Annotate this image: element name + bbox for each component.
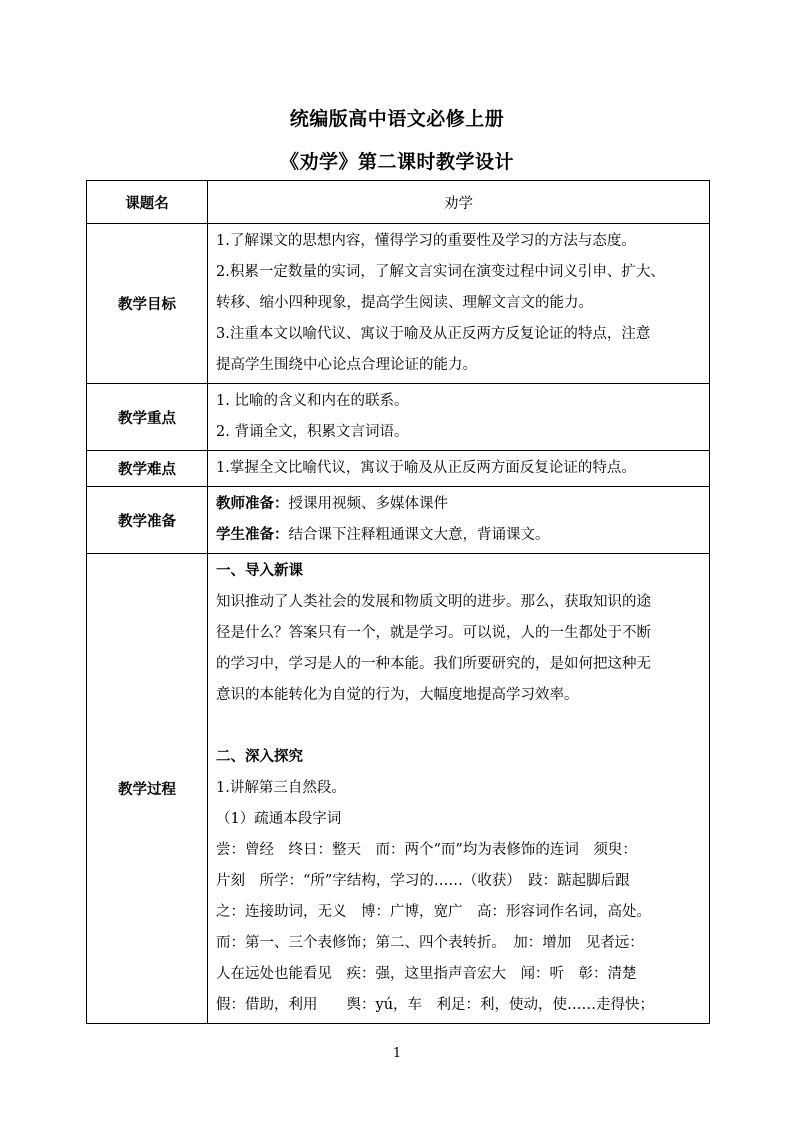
process-paragraph-line: 之：连接助词，无义 博：广博，宽广 高：形容词作名词，高处。: [216, 904, 651, 920]
value-difficulties: [208, 451, 710, 487]
process-paragraph-line: 假：借助，利用 舆：yú，车 利足：利，使动，使……走得快；: [216, 997, 655, 1013]
blank-line: [216, 711, 703, 742]
document-title: 统编版高中语文必修上册: [289, 108, 505, 130]
process-paragraph-line: 而：第一、三个表修饰；第二、四个表转折。 加：增加 见者远：: [216, 935, 644, 951]
key-point-line: 2. 背诵全文，积累文言词语。: [216, 424, 409, 440]
process-paragraph-line: 1.讲解第三自然段。: [216, 780, 346, 796]
objective-line: 转移、缩小四种现象，提高学生阅读、理解文言文的能力。: [216, 295, 593, 311]
value-topic: 劝学: [208, 181, 710, 224]
objective-line: 1.了解课文的思想内容，懂得学习的重要性及学习的方法与态度。: [216, 233, 636, 249]
label-topic: 课题名: [87, 181, 208, 224]
label-difficulties: 教学难点: [87, 451, 208, 487]
lesson-plan-table: [86, 180, 710, 1024]
objective-line: 2.积累一定数量的实词，了解文言实词在演变过程中词义引申、扩大、: [216, 264, 665, 280]
student-preparation: [216, 520, 703, 551]
process-paragraph-line: 意识的本能转化为自觉的行为，大幅度地提高学习效率。: [216, 687, 579, 703]
process-paragraph-line: 径是什么？答案只有一个，就是学习。可以说，人的一生都处于不断: [216, 625, 651, 641]
row-process: [87, 554, 710, 1024]
process-paragraph-line: 人在远处也能看见 疾：强，这里指声音宏大 闻：听 彰：清楚: [216, 966, 637, 982]
student-preparation-label: 学生准备：: [216, 527, 289, 543]
document-subtitle: 《劝学》第二课时教学设计: [279, 151, 514, 173]
process-paragraph-line: 尝：曾经 终日：整天 而：两个“而”均为表修饰的连词 须臾：: [216, 842, 637, 858]
label-process: 教学过程: [87, 554, 208, 1024]
label-objectives: 教学目标: [87, 224, 208, 384]
value-preparation: [208, 487, 710, 554]
process-paragraph-line: 知识推动了人类社会的发展和物质文明的进步。那么，获取知识的途: [216, 594, 651, 610]
row-key-points: [87, 384, 710, 451]
row-preparation: [87, 487, 710, 554]
label-preparation: 教学准备: [87, 487, 208, 554]
row-objectives: [87, 224, 710, 384]
difficulty-line: 1.掌握全文比喻代议，寓议于喻及从正反两方面反复论证的特点。: [216, 460, 636, 476]
value-key-points: [208, 384, 710, 451]
process-paragraph-line: 片刻 所学：“所”字结构，学习的……（收获） 跂：踮起脚后跟: [216, 873, 630, 889]
process-paragraph-line: 的学习中，学习是人的一种本能。我们所要研究的，是如何把这种无: [216, 656, 651, 672]
key-point-line: 1. 比喻的含义和内在的联系。: [216, 393, 409, 409]
student-preparation-text: 结合课下注释粗通课文大意，背诵课文。: [288, 527, 550, 543]
value-objectives: [208, 224, 710, 384]
objective-line: 提高学生围绕中心论点合理论证的能力。: [216, 357, 477, 373]
process-paragraph-line: （1）疏通本段字词: [216, 811, 342, 827]
page-number: 1: [392, 1046, 402, 1061]
row-difficulties: [87, 451, 710, 487]
teacher-preparation: [216, 489, 703, 520]
objective-line: 3.注重本文以喻代议、寓议于喻及从正反两方反复论证的特点，注意: [216, 326, 651, 342]
value-process: [208, 554, 710, 1024]
label-key-points: 教学重点: [87, 384, 208, 451]
process-section1-heading: 一、导入新课: [216, 563, 303, 579]
teacher-preparation-label: 教师准备：: [216, 496, 289, 512]
row-topic: [87, 181, 710, 224]
process-section2-heading: 二、深入探究: [216, 749, 303, 765]
teacher-preparation-text: 授课用视频、多媒体课件: [288, 496, 448, 512]
